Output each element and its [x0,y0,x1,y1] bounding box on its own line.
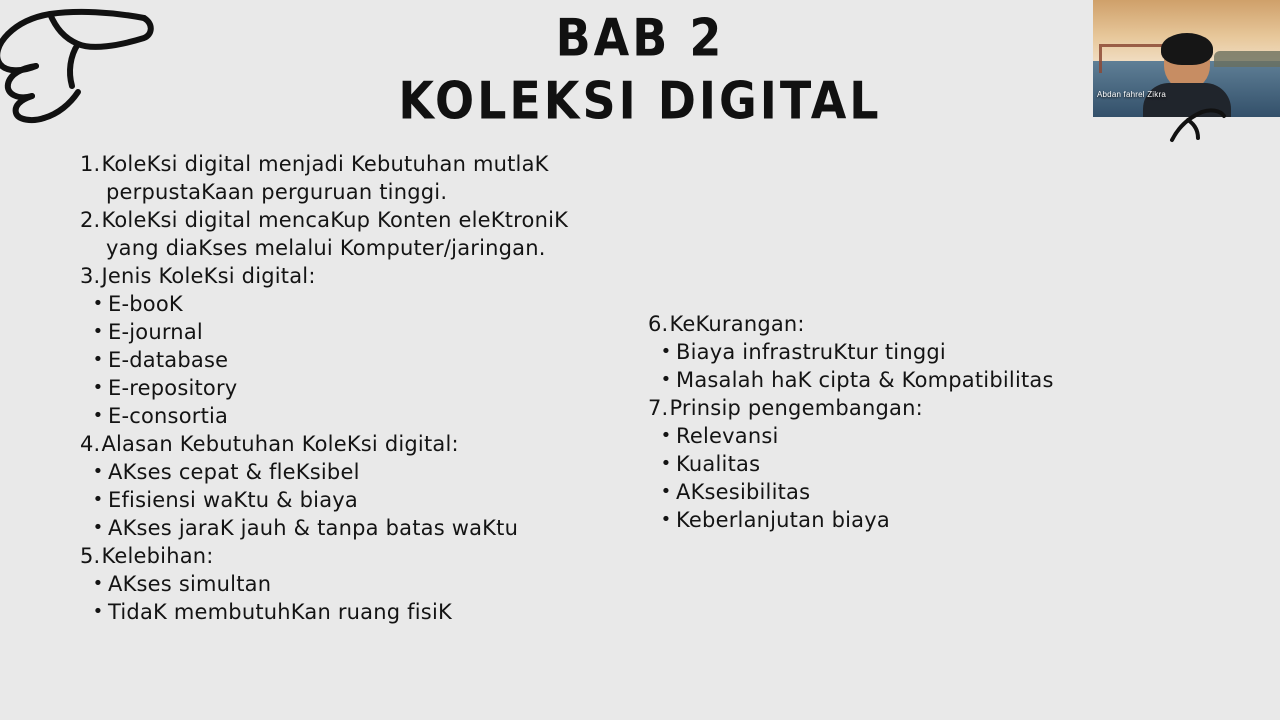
bullet-icon: • [92,517,104,538]
participant-torso [1143,83,1231,117]
list-item [80,570,640,598]
list-item-text-continued: yang diaKses melalui Komputer/jaringan. [106,236,546,260]
list-item [648,338,1208,366]
slide-title-line-2: KOLEKSI DIGITAL [398,70,882,131]
list-item [648,394,1208,422]
list-item-text: E-consortia [108,404,229,428]
list-item [80,346,640,374]
list-item-text: KoleKsi digital mencaKup Konten eleKtroniK [101,208,569,232]
list-item [648,506,1208,534]
bullet-icon: • [660,453,672,474]
list-item-text: KeKurangan: [669,312,805,336]
bullet-icon: • [92,405,104,426]
list-marker: 3. [80,264,101,288]
list-item [648,450,1208,478]
list-item [80,458,640,486]
list-item-text: AKses simultan [108,572,272,596]
list-item-text: Efisiensi waKtu & biaya [108,488,358,512]
list-item [80,430,640,458]
list-item [648,422,1208,450]
list-item-text: Kelebihan: [101,544,214,568]
list-item-text: AKses cepat & fleKsibel [108,460,360,484]
list-marker: 7. [648,396,669,420]
list-item [80,402,640,430]
bullet-icon: • [92,461,104,482]
list-item-text: E-booK [108,292,183,316]
list-item [80,290,640,318]
participant-hair [1161,33,1213,65]
list-item-text: Masalah haK cipta & Kompatibilitas [676,368,1054,392]
list-item-text: AKses jaraK jauh & tanpa batas waKtu [108,516,519,540]
list-marker: 5. [80,544,101,568]
list-marker: 2. [80,208,101,232]
bullet-icon: • [92,377,104,398]
participant-video-tile[interactable] [1093,0,1280,117]
list-item [80,514,640,542]
bullet-icon: • [660,481,672,502]
bullet-icon: • [92,573,104,594]
content-column-right [648,310,1208,534]
bullet-icon: • [660,425,672,446]
list-item-text-continued: perpustaKaan perguruan tinggi. [106,180,448,204]
list-item [648,478,1208,506]
list-marker: 4. [80,432,101,456]
list-item [80,318,640,346]
list-marker: 6. [648,312,669,336]
list-item-text: TidaK membutuhKan ruang fisiK [108,600,452,624]
list-item-text: Kualitas [676,452,761,476]
bullet-icon: • [92,293,104,314]
list-item [648,310,1208,338]
participant-name-label: Abdan fahrel Zikra [1097,90,1166,99]
list-item [80,598,640,626]
list-item [80,262,640,290]
list-item [648,366,1208,394]
list-item [80,486,640,514]
list-item-text: E-database [108,348,229,372]
list-item-text: Alasan Kebutuhan KoleKsi digital: [101,432,459,456]
list-item-text: Prinsip pengembangan: [669,396,923,420]
list-item-text: Biaya infrastruKtur tinggi [676,340,946,364]
list-item-text: Relevansi [676,424,779,448]
list-item-text: KoleKsi digital menjadi Kebutuhan mutlaK [101,152,549,176]
list-item-text: Jenis KoleKsi digital: [101,264,316,288]
bullet-icon: • [92,349,104,370]
list-item-text: Keberlanjutan biaya [676,508,890,532]
bullet-icon: • [92,601,104,622]
slide-title-line-1: BAB 2 [555,7,725,68]
list-item-text: E-repository [108,376,238,400]
list-marker: 1. [80,152,101,176]
slide-title [0,6,1280,131]
participant-figure [1144,37,1230,117]
bullet-icon: • [92,321,104,342]
bullet-icon: • [660,509,672,530]
list-item-text: E-journal [108,320,203,344]
content-column-left [80,150,640,626]
list-item [80,206,640,234]
bullet-icon: • [660,369,672,390]
list-item [80,542,640,570]
bullet-icon: • [92,489,104,510]
list-item [80,374,640,402]
bullet-icon: • [660,341,672,362]
list-item [80,150,640,178]
list-item-text: AKsesibilitas [676,480,811,504]
